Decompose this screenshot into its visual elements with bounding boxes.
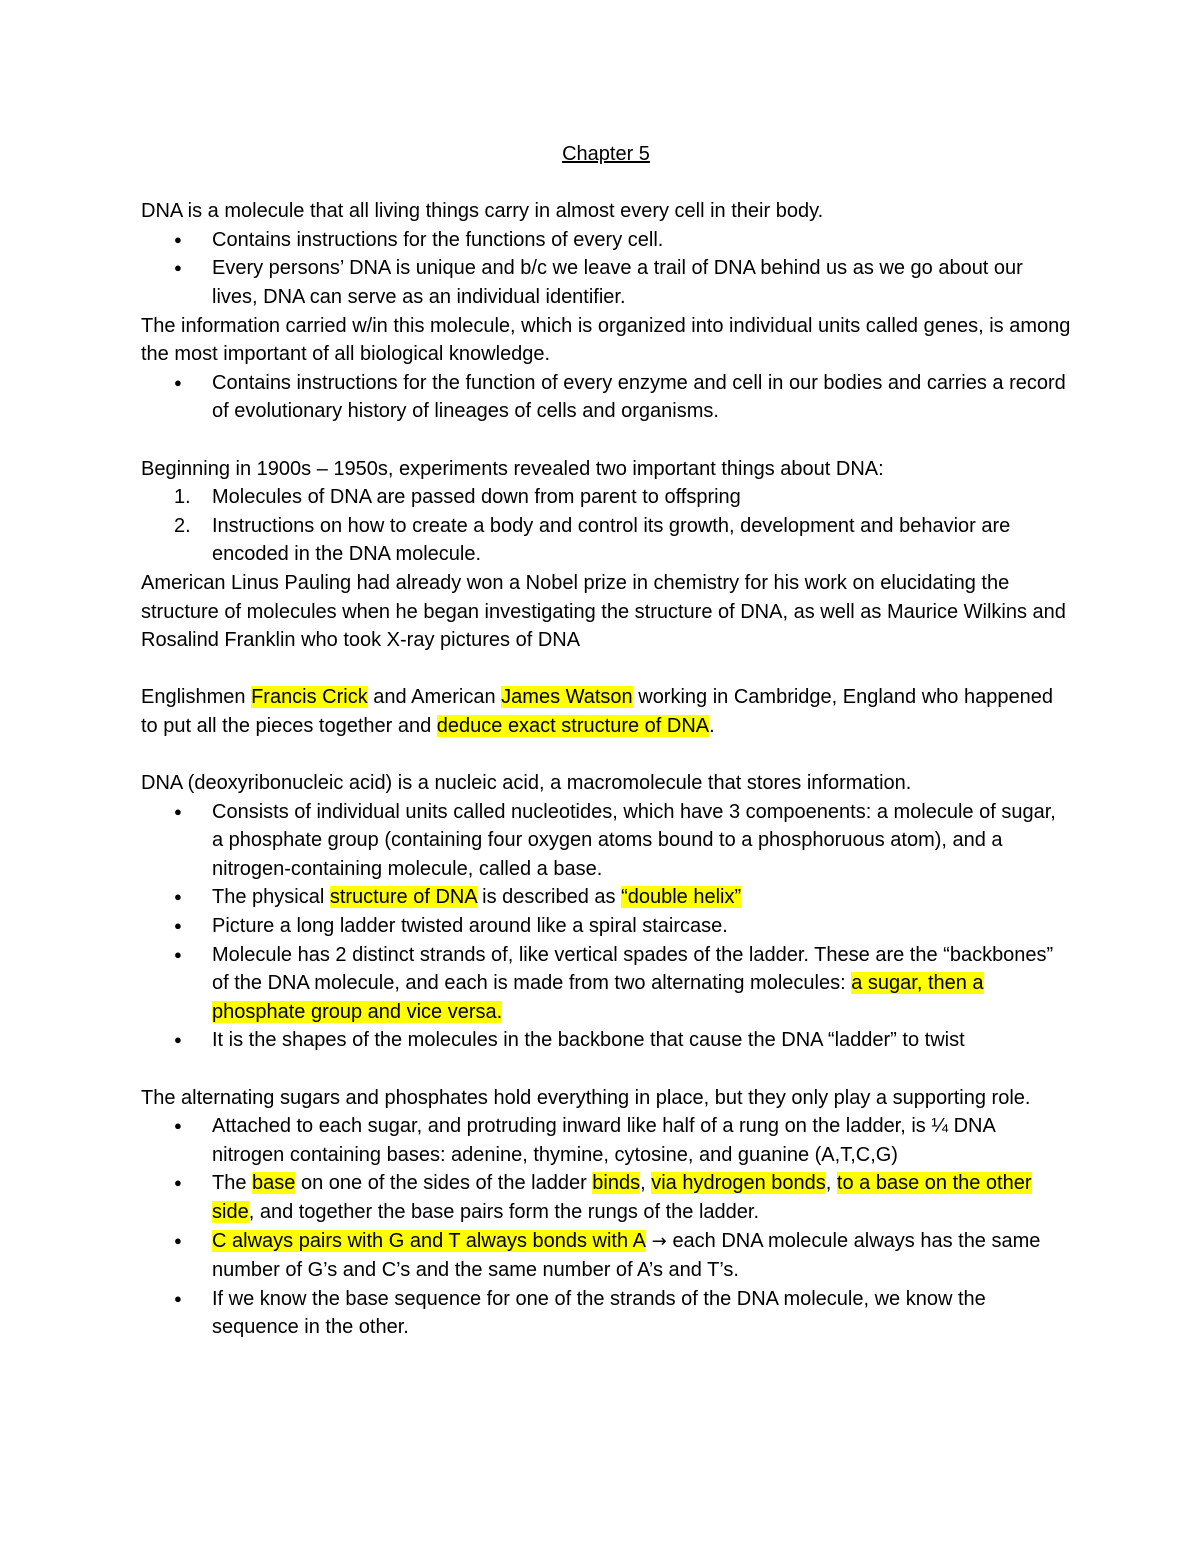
spacer bbox=[141, 1055, 1071, 1084]
text-run: . bbox=[709, 714, 715, 737]
list-item: ● Consists of individual units called nucleotides, which have 3 compoenents: a molecule of sugar, a phosphate group (containing four oxygen atoms bound to a phosphoruous atom), and a nitrogen-containing molecule, called a base. bbox=[212, 798, 1071, 884]
highlight-sugar-phosphate: a sugar, then a phosphate group and vice versa. bbox=[212, 972, 984, 1023]
sec4-intro: DNA (deoxyribonucleic acid) is a nucleic acid, a macromolecule that stores information. bbox=[141, 772, 912, 795]
sec4-list bbox=[141, 798, 1071, 1055]
text-run: and American bbox=[367, 686, 502, 709]
text-run: , bbox=[825, 1172, 837, 1195]
document-page bbox=[141, 140, 1071, 1342]
highlight-watson: James Watson bbox=[501, 686, 633, 709]
spacer bbox=[141, 426, 1071, 455]
text-run: “backbones” bbox=[943, 943, 1054, 966]
highlight-structure: structure of DNA bbox=[329, 886, 477, 909]
list-item: ● If we know the base sequence for one of the strands of the DNA molecule, we know the sequence in the other. bbox=[212, 1285, 1071, 1342]
list-item bbox=[212, 883, 1071, 912]
sec1-list-2 bbox=[141, 369, 1071, 426]
text-run: , and together the base pairs form the rungs of the ladder. bbox=[248, 1200, 760, 1223]
item-number: 1. bbox=[174, 486, 191, 509]
text-run: Molecule has 2 distinct strands of, like vertical spades of the ladder. These are the bbox=[212, 943, 944, 966]
text-run: working in Cambridge, England who happened to put all the pieces together and bbox=[141, 686, 1053, 737]
highlight-binds: binds bbox=[592, 1172, 641, 1195]
sec3-paragraph bbox=[141, 683, 1071, 740]
numbered-item bbox=[174, 512, 1071, 569]
text-run: each DNA molecule always has the same number of G’s and C’s and the same number of A’s and T’s. bbox=[212, 1229, 1041, 1282]
highlight-base-pairing: C always pairs with G and T always bonds with A bbox=[212, 1229, 646, 1252]
item-text: Molecules of DNA are passed down from parent to offspring bbox=[212, 486, 741, 509]
list-item: ● Picture a long ladder twisted around like a spiral staircase. bbox=[212, 912, 1071, 941]
highlight-other-side: to a base on the other side bbox=[212, 1172, 1032, 1223]
list-item: ● Contains instructions for the function of every enzyme and cell in our bodies and carries a record of evolutionary history of lineages of cells and organisms. bbox=[212, 369, 1071, 426]
sec5-list bbox=[141, 1112, 1071, 1342]
text-run: of the DNA molecule, and each is made from two alternating molecules: bbox=[212, 972, 852, 995]
highlight-crick: Francis Crick bbox=[251, 686, 368, 709]
text-run: Englishmen bbox=[141, 686, 252, 709]
spacer bbox=[141, 655, 1071, 684]
sec1-list bbox=[141, 226, 1071, 312]
text-run: The physical bbox=[212, 886, 330, 909]
text-run: The bbox=[212, 1172, 253, 1195]
item-text: Instructions on how to create a body and control its growth, development and behavior are encoded in the DNA molecule. bbox=[212, 514, 1011, 566]
sec1-paragraph: The information carried w/in this molecule, which is organized into individual units called genes, is among the most important of all biological knowledge. bbox=[141, 314, 1071, 366]
list-item: ● Attached to each sugar, and protruding inward like half of a rung on the ladder, is ¼ DNA nitrogen containing bases: adenine, thymine, cytosine, and guanine (A,T,C,G) bbox=[212, 1112, 1071, 1169]
spacer bbox=[141, 740, 1071, 769]
list-item: ● Every persons’ DNA is unique and b/c we leave a trail of DNA behind us as we go about our lives, DNA can serve as an individual identifier. bbox=[212, 254, 1071, 311]
sec1-intro: DNA is a molecule that all living things carry in almost every cell in their body. bbox=[141, 200, 824, 223]
sec2-intro: Beginning in 1900s – 1950s, experiments revealed two important things about DNA: bbox=[141, 457, 884, 480]
numbered-item bbox=[174, 483, 1071, 512]
text-run: on one of the sides of the ladder bbox=[295, 1172, 593, 1195]
highlight-deduce: deduce exact structure of DNA bbox=[436, 714, 710, 737]
list-item: ● Contains instructions for the functions of every cell. bbox=[212, 226, 1071, 255]
text-run: , bbox=[640, 1172, 652, 1195]
list-item bbox=[212, 941, 1071, 1027]
text-run: is described as bbox=[476, 886, 622, 909]
highlight-base: base bbox=[252, 1172, 296, 1195]
highlight-hydrogen-bonds: via hydrogen bonds bbox=[651, 1172, 826, 1195]
sec2-numbered-list bbox=[141, 483, 1071, 569]
list-item: ● It is the shapes of the molecules in the backbone that cause the DNA “ladder” to twist bbox=[212, 1026, 1071, 1055]
page-title: Chapter 5 bbox=[562, 143, 650, 165]
item-number: 2. bbox=[174, 514, 191, 537]
list-item bbox=[212, 1227, 1071, 1285]
sec2-paragraph: American Linus Pauling had already won a Nobel prize in chemistry for his work on elucidating the structure of molecules when he began investigating the structure of DNA, as well as Maurice Wilkins and Rosalind Franklin who took X-ray pictures of DNA bbox=[141, 571, 1066, 652]
list-item bbox=[212, 1169, 1071, 1226]
sec5-intro: The alternating sugars and phosphates hold everything in place, but they only play a supporting role. bbox=[141, 1086, 1031, 1109]
highlight-double-helix: “double helix” bbox=[621, 886, 742, 909]
arrow-right-icon: → bbox=[645, 1230, 673, 1252]
